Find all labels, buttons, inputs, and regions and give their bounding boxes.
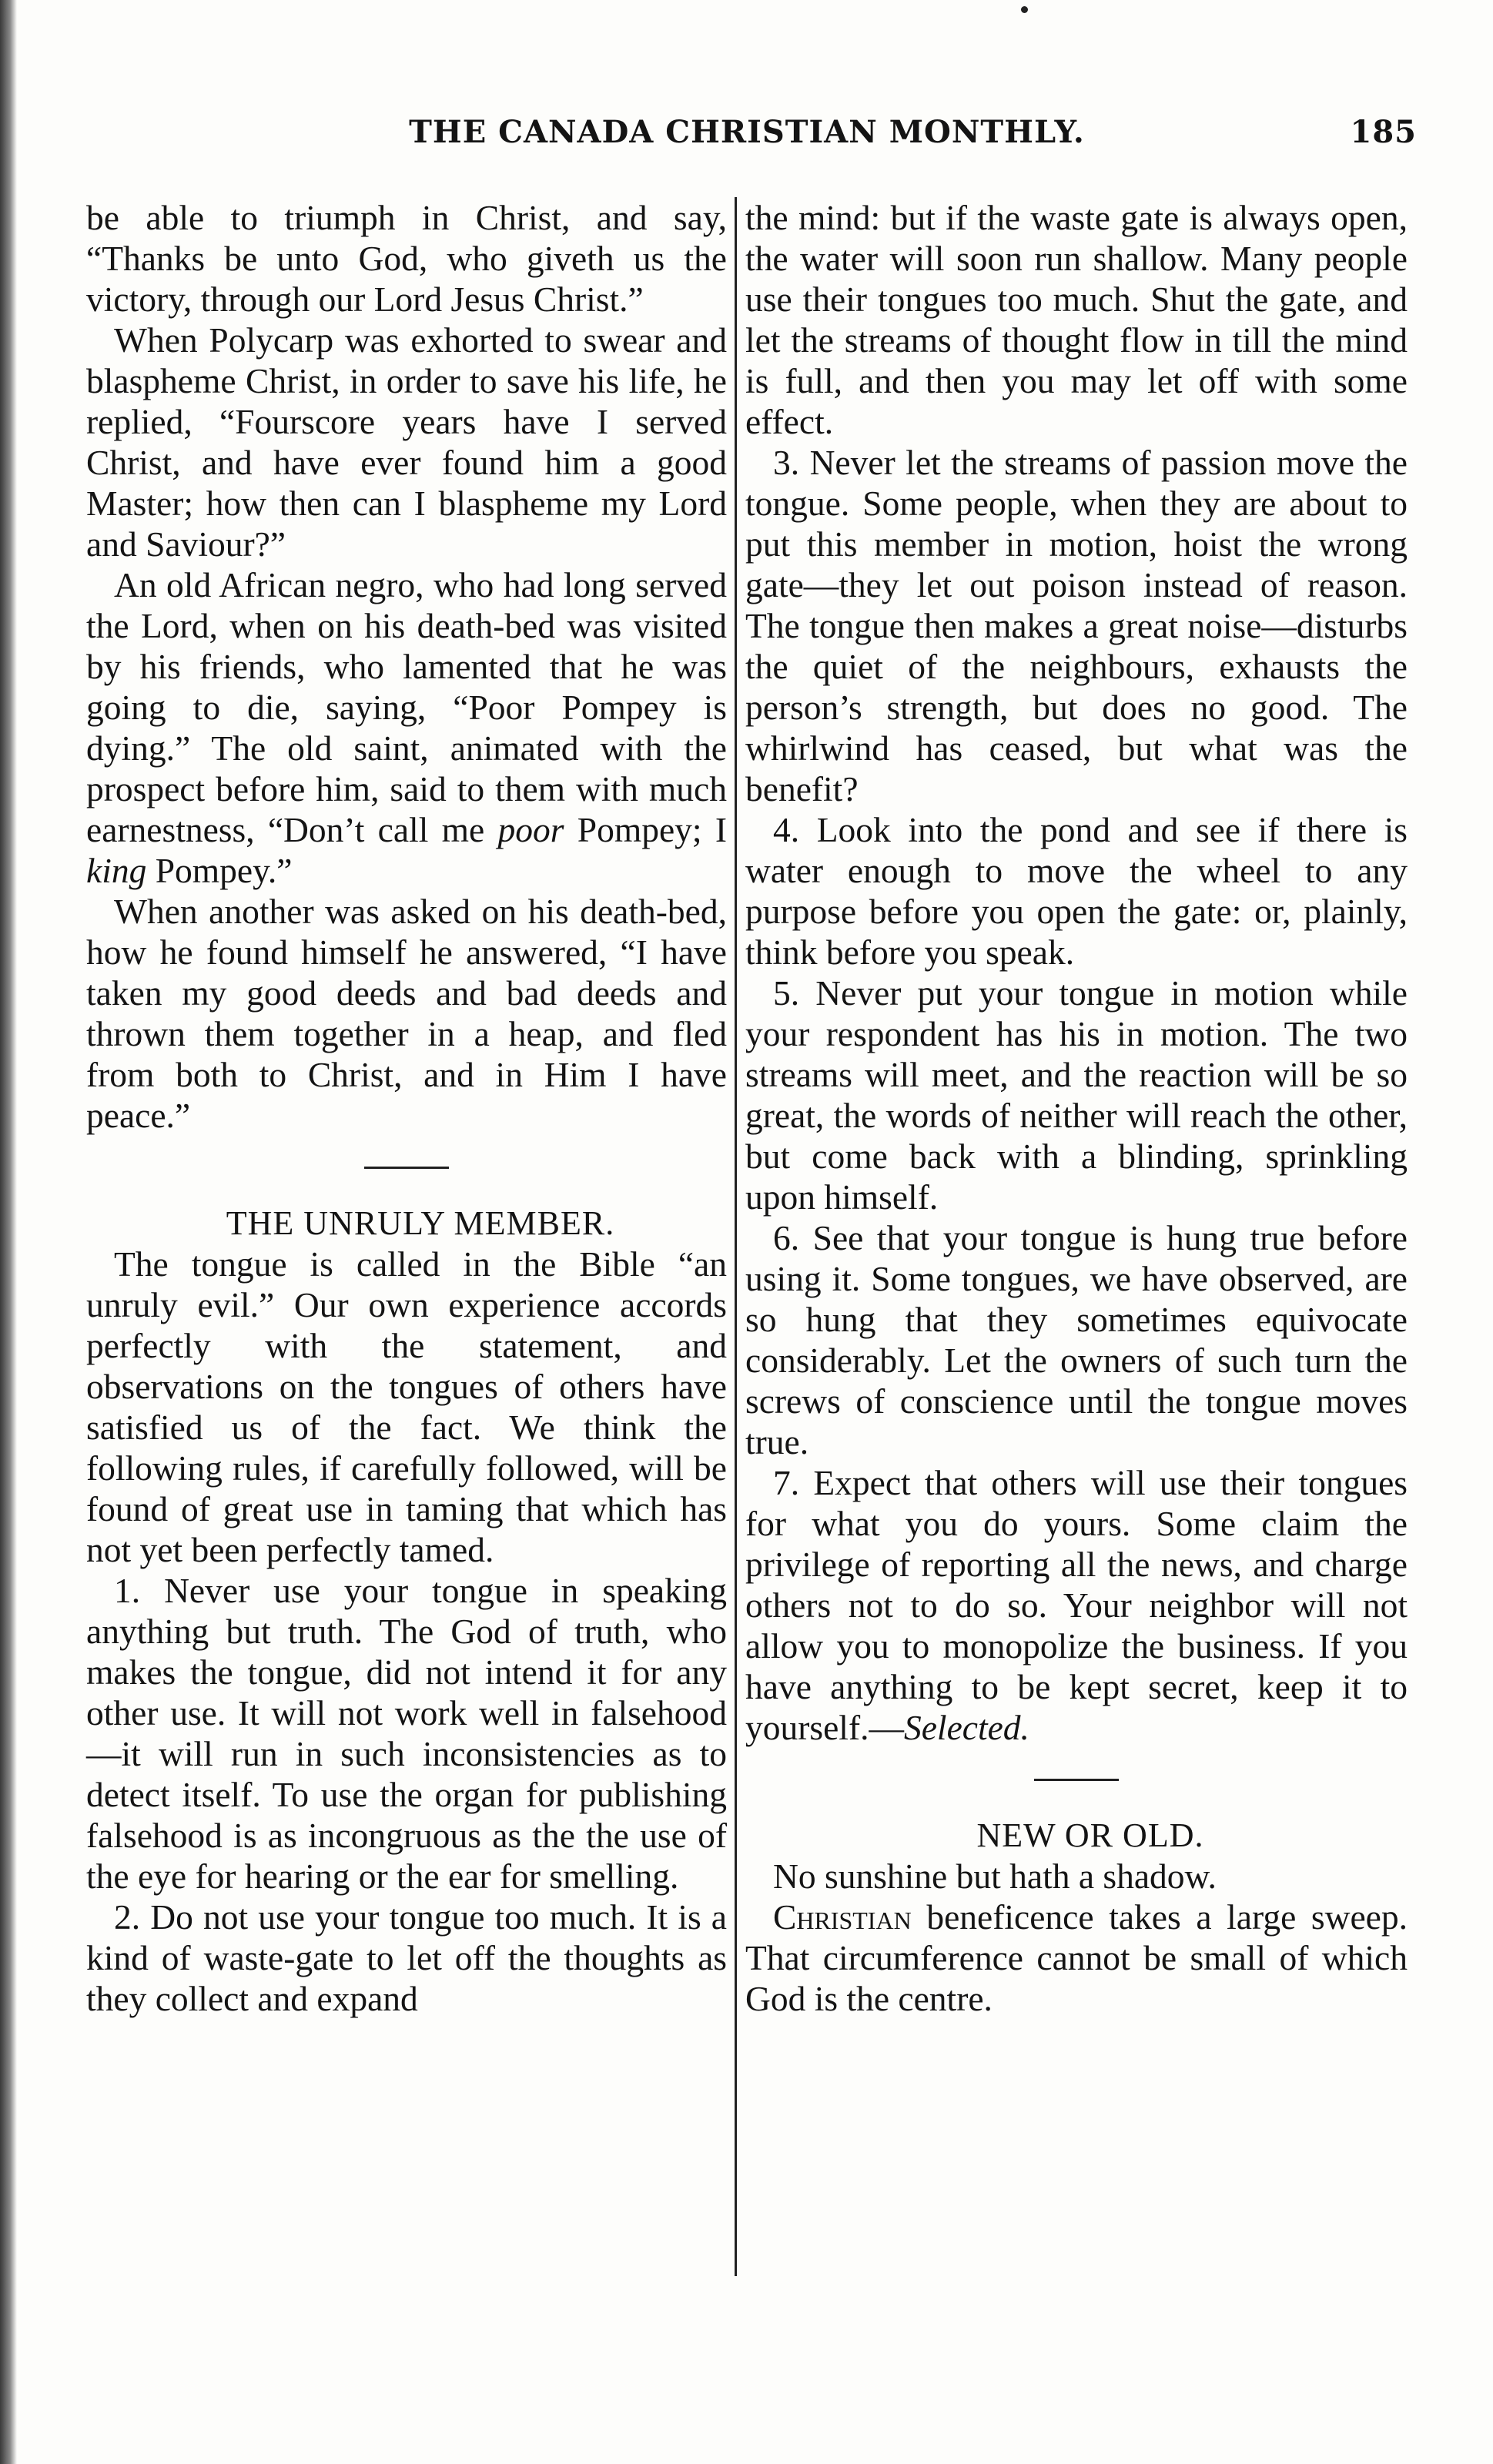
paragraph-deathbed: When another was asked on his death-bed, how he found himself he answered, “I have taken my good deeds and bad deeds and thrown them together in a heap, and fled from both to Christ, and in Him I have peace.” <box>86 892 727 1135</box>
running-header <box>77 114 1417 160</box>
paragraph-pompey <box>86 564 727 891</box>
paragraph-rule-3: 3. Never let the streams of passion move the tongue. Some people, when they are about to put this member in motion, hoist the wrong gate—they let out poison instead of reason. The tongue then makes a great noise—disturbs the quiet of the neighbours, exhausts the person’s strength, but does no good. The whirlwind has ceased, but what was the benefit? <box>745 443 1408 808</box>
page-edge-shadow <box>0 0 17 2464</box>
left-column <box>86 197 727 2019</box>
section-title-new-or-old: NEW OR OLD. <box>976 1816 1204 1854</box>
pompey-text-king: king <box>86 851 147 890</box>
pompey-text-poor: poor <box>497 810 564 849</box>
paragraph-triumph: be able to triumph in Christ, and say, “Thanks be unto God, who giveth us the victory, through our Lord Jesus Christ.” <box>86 198 727 319</box>
ink-speck <box>1021 6 1028 13</box>
paragraph-polycarp: When Polycarp was exhorted to swear and blaspheme Christ, in order to save his life, he replied, “Fourscore years have I served Christ, and have ever found him a good Master; how then can I blaspheme my Lord and Saviour?” <box>86 320 727 564</box>
paragraph-rule-4: 4. Look into the pond and see if there is water enough to move the wheel to any purpose before you open the gate: or, plainly, think before you speak. <box>745 810 1408 972</box>
right-column <box>745 197 1408 2019</box>
paragraph-beneficence <box>745 1897 1408 2019</box>
paragraph-rule-1: 1. Never use your tongue in speaking anything but truth. The God of truth, who makes the tongue, did not intend it for any other use. It will not work well in falsehood—it will run in such inconsistencies as to detect itself. To use the organ for publishing falsehood is as incongruous as the the use of the eye for hearing or the ear for smelling. <box>86 1571 727 1896</box>
page-number: 185 <box>1350 114 1417 150</box>
pompey-text-c: Pompey.” <box>146 851 293 890</box>
paragraph-rule-6: 6. See that your tongue is hung true before using it. Some tongues, we have observed, are so hung that they sometimes equivocate considerably. Let the owners of such turn the screws of conscience until the tongue moves true. <box>745 1218 1408 1461</box>
christian-lead: Christian <box>773 1897 912 1937</box>
paragraph-rule-7 <box>745 1462 1408 1748</box>
beneficence-text: beneficence takes a large sweep. That circumference cannot be small of which God is the centre. <box>745 1897 1408 2018</box>
section-title-unruly-member: THE UNRULY MEMBER. <box>226 1204 615 1242</box>
paragraph-sunshine: No sunshine but hath a shadow. <box>773 1856 1217 1896</box>
section-rule-2 <box>1034 1779 1119 1781</box>
section-rule <box>364 1167 449 1169</box>
paragraph-tongue-intro: The tongue is called in the Bible “an unruly evil.” Our own experience accords perfectly with the statement, and observations on the tongues of others have satisfied us of the fact. We think the following rules, if carefully followed, will be found of great use in taming that which has not yet been perfectly tamed. <box>86 1244 727 1569</box>
paragraph-rule-2: 2. Do not use your tongue too much. It is a kind of waste-gate to let off the thoughts as they collect and expand <box>86 1897 727 2018</box>
rule-7-text: 7. Expect that others will use their tongues for what you do yours. Some claim the privilege of reporting all the news, and charge others not to do so. Your neighbor will not allow you to monopolize the business. If you have anything to be kept secret, keep it to yourself.— <box>745 1463 1408 1747</box>
journal-title: THE CANADA CHRISTIAN MONTHLY. <box>409 114 1085 150</box>
pompey-text-a: An old African negro, who had long served the Lord, when on his death-bed was visited by his friends, who lamented that he was going to die, saying, “Poor Pompey is dying.” The old saint, animated with the prospect before him, said to them with much earnestness, “Don’t call me <box>86 565 727 849</box>
pompey-text-b: Pompey; I <box>564 810 727 849</box>
selected-credit: Selected. <box>903 1708 1029 1747</box>
paragraph-rule-5: 5. Never put your tongue in motion while your respondent has his in motion. The two streams will meet, and the reaction will be so great, the words of neither will reach the other, but come back with a blinding, sprinkling upon himself. <box>745 973 1408 1217</box>
column-divider <box>735 197 737 2276</box>
paragraph-rule-2-cont: the mind: but if the waste gate is always open, the water will soon run shallow. Many people use their tongues too much. Shut the gate, and let the streams of thought flow in till the mind is full, and then you may let off with some effect. <box>745 198 1408 441</box>
